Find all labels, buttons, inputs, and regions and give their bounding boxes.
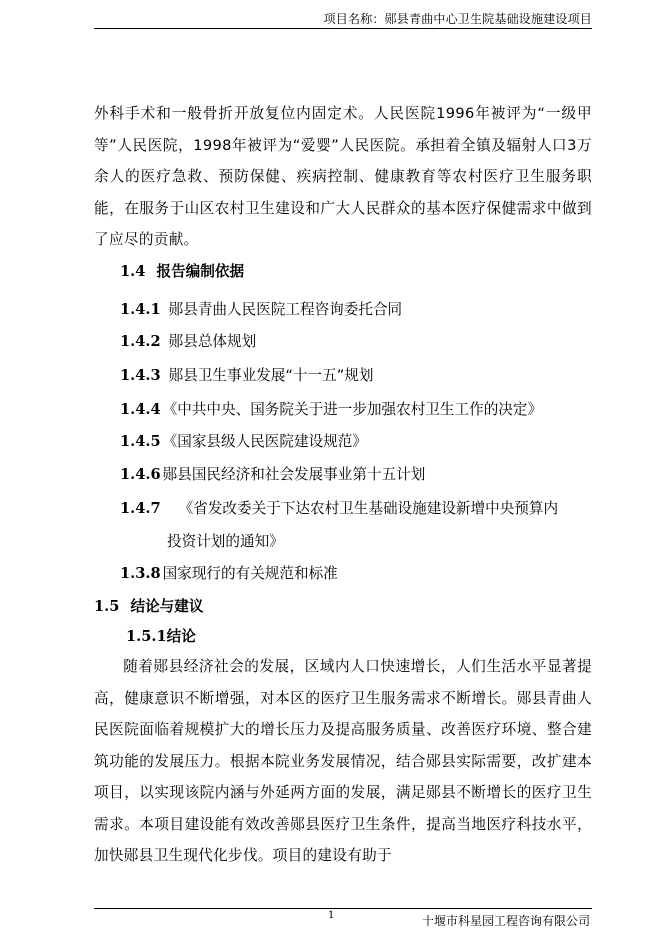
section-title: 结论 [166,628,196,645]
basis-item [120,564,338,584]
section-title: 报告编制依据 [156,263,245,280]
section-number: 1.5 [94,598,120,615]
item-number: 1.4.4 [120,401,161,418]
item-text: 《国家县级人民医院建设规范》 [162,433,367,450]
item-text: 《省发改委关于下达农村卫生基础设施建设新增中央预算内 [178,500,559,517]
section-1-5-heading [94,597,203,617]
header-project-name: 项目名称：郧县青曲中心卫生院基础设施建设项目 [323,12,592,26]
basis-item [120,332,256,352]
item-number: 1.4.2 [120,333,161,350]
basis-item [120,465,425,485]
basis-item [120,400,542,420]
intro-paragraph: 外科手术和一般骨折开放复位内固定术。人民医院1996年被评为“一级甲等”人民医院，1998年被评为“爱婴”人民医院。承担着全镇及辐射人口3万余人的医疗急救、预防保健、疾病控制、健康教育等农村医疗卫生服务职能，在服务于山区农村卫生建设和广大人民群众的基本医疗保健需求中做到了应尽的贡献。 [94,105,592,248]
item-text: 郧县总体规划 [168,333,257,350]
conclusion-paragraph: 随着郧县经济社会的发展，区域内人口快速增长，人们生活水平显著提高，健康意识不断增强，对本区的医疗卫生服务需求不断增长。郧县青曲人民医院面临着规模扩大的增长压力及提高服务质量、改善医疗环境、整合建筑功能的发展压力。根据本院业务发展情况，结合郧县实际需要，改扩建本项目，以实现该院内涵与外延两方面的发展，满足郧县不断增长的医疗卫生需求。本项目建设能有效改善郧县医疗卫生条件，提高当地医疗科技水平，加快郧县卫生现代化步伐。项目的建设有助于 [94,658,592,864]
section-title: 结论与建议 [130,598,204,615]
section-1-4-heading [120,262,244,282]
header-divider [94,28,592,29]
item-number: 1.3.8 [120,565,161,582]
item-text: 《中共中央、国务院关于进一步加强农村卫生工作的决定》 [162,401,543,418]
item-number: 1.4.3 [120,367,161,384]
footer-divider [94,908,592,909]
item-text: 郧县卫生事业发展“十一五”规划 [168,367,374,384]
section-number: 1.5.1 [126,628,167,645]
item-number: 1.4.5 [120,433,161,450]
footer-company: 十堰市科星园工程咨询有限公司 [421,914,590,928]
item-text: 国家现行的有关规范和标准 [162,565,338,582]
item-number: 1.4.7 [120,500,161,517]
page-number: 1 [328,910,335,921]
section-1-5-1-heading [126,627,196,647]
item-text: 郧县青曲人民医院工程咨询委托合同 [168,301,403,318]
item-number: 1.4.6 [120,466,161,483]
basis-item-continuation: 投资计划的通知》 [167,533,284,550]
item-text: 郧县国民经济和社会发展事业第十五计划 [162,466,426,483]
basis-item [120,366,373,386]
basis-item [120,499,558,519]
item-number: 1.4.1 [120,301,161,318]
basis-item [120,300,402,320]
section-number: 1.4 [120,263,146,280]
basis-item [120,432,367,452]
